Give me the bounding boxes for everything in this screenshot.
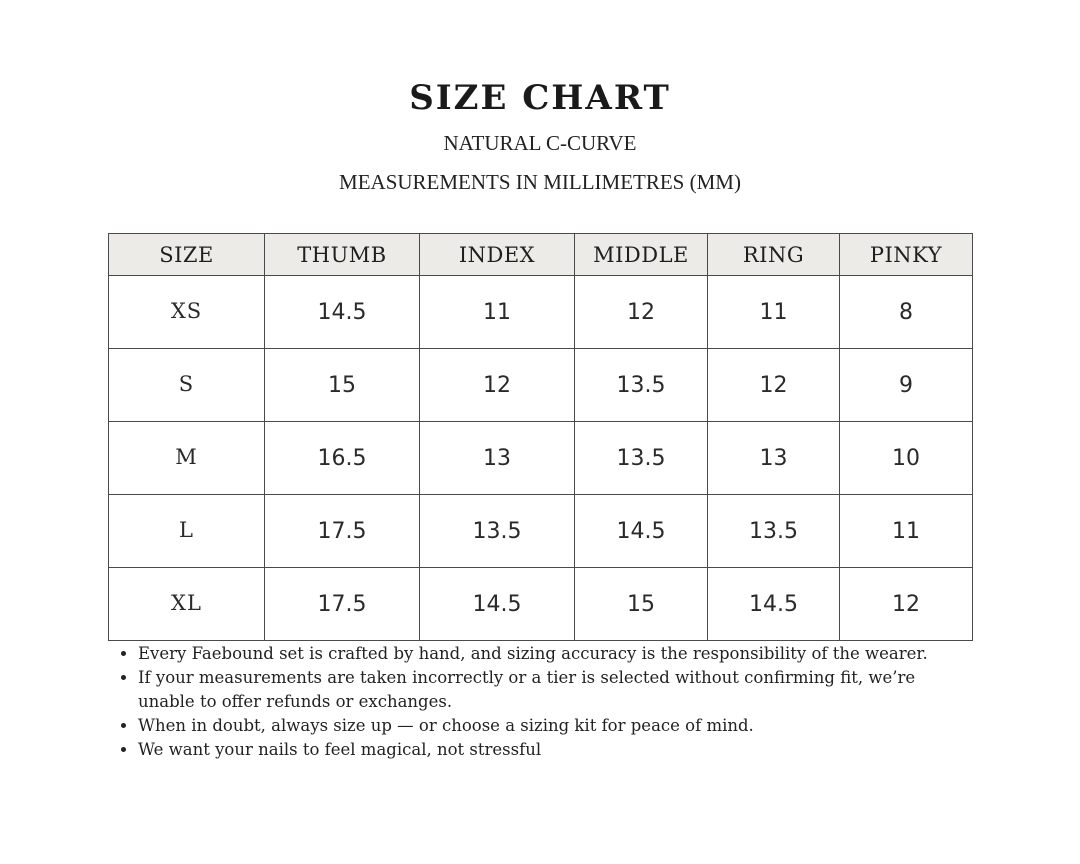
pinky-cell: 12 <box>840 568 973 641</box>
index-cell: 14.5 <box>420 568 575 641</box>
thumb-cell: 17.5 <box>265 568 420 641</box>
middle-cell: 12 <box>575 276 708 349</box>
column-header-middle: MIDDLE <box>575 234 708 276</box>
table-row <box>109 568 973 641</box>
middle-cell: 13.5 <box>575 422 708 495</box>
index-cell: 13.5 <box>420 495 575 568</box>
list-item: • Every Faebound set is crafted by hand, and sizing accuracy is the responsibility of the wearer. <box>138 642 972 666</box>
size-label-cell: XS <box>109 276 265 349</box>
ring-cell: 14.5 <box>708 568 840 641</box>
size-chart-table <box>108 233 973 641</box>
table-row <box>109 349 973 422</box>
page-title: SIZE CHART <box>409 78 671 118</box>
list-item: • When in doubt, always size up — or choose a sizing kit for peace of mind. <box>138 714 972 738</box>
thumb-cell: 17.5 <box>265 495 420 568</box>
units-note: MEASUREMENTS IN MILLIMETRES (MM) <box>339 170 741 194</box>
list-item: • If your measurements are taken incorrectly or a tier is selected without confirming fit, we’re unable to offer refunds or exchanges. <box>138 666 972 714</box>
pinky-cell: 9 <box>840 349 973 422</box>
column-header-ring: RING <box>708 234 840 276</box>
column-header-size: SIZE <box>109 234 265 276</box>
column-header-index: INDEX <box>420 234 575 276</box>
list-item: • We want your nails to feel magical, not stressful <box>138 738 972 762</box>
ring-cell: 13 <box>708 422 840 495</box>
column-header-pinky: PINKY <box>840 234 973 276</box>
curve-type-subtitle: NATURAL C-CURVE <box>443 131 637 155</box>
thumb-cell: 16.5 <box>265 422 420 495</box>
column-header-thumb: THUMB <box>265 234 420 276</box>
pinky-cell: 11 <box>840 495 973 568</box>
middle-cell: 14.5 <box>575 495 708 568</box>
pinky-cell: 8 <box>840 276 973 349</box>
sizing-notes-list <box>108 642 972 762</box>
size-label-cell: L <box>109 495 265 568</box>
ring-cell: 12 <box>708 349 840 422</box>
index-cell: 12 <box>420 349 575 422</box>
index-cell: 11 <box>420 276 575 349</box>
table-row <box>109 276 973 349</box>
size-label-cell: XL <box>109 568 265 641</box>
index-cell: 13 <box>420 422 575 495</box>
size-label-cell: S <box>109 349 265 422</box>
thumb-cell: 14.5 <box>265 276 420 349</box>
middle-cell: 13.5 <box>575 349 708 422</box>
thumb-cell: 15 <box>265 349 420 422</box>
middle-cell: 15 <box>575 568 708 641</box>
ring-cell: 11 <box>708 276 840 349</box>
table-row <box>109 495 973 568</box>
pinky-cell: 10 <box>840 422 973 495</box>
table-row <box>109 422 973 495</box>
table-header-row <box>109 234 973 276</box>
size-label-cell: M <box>109 422 265 495</box>
ring-cell: 13.5 <box>708 495 840 568</box>
